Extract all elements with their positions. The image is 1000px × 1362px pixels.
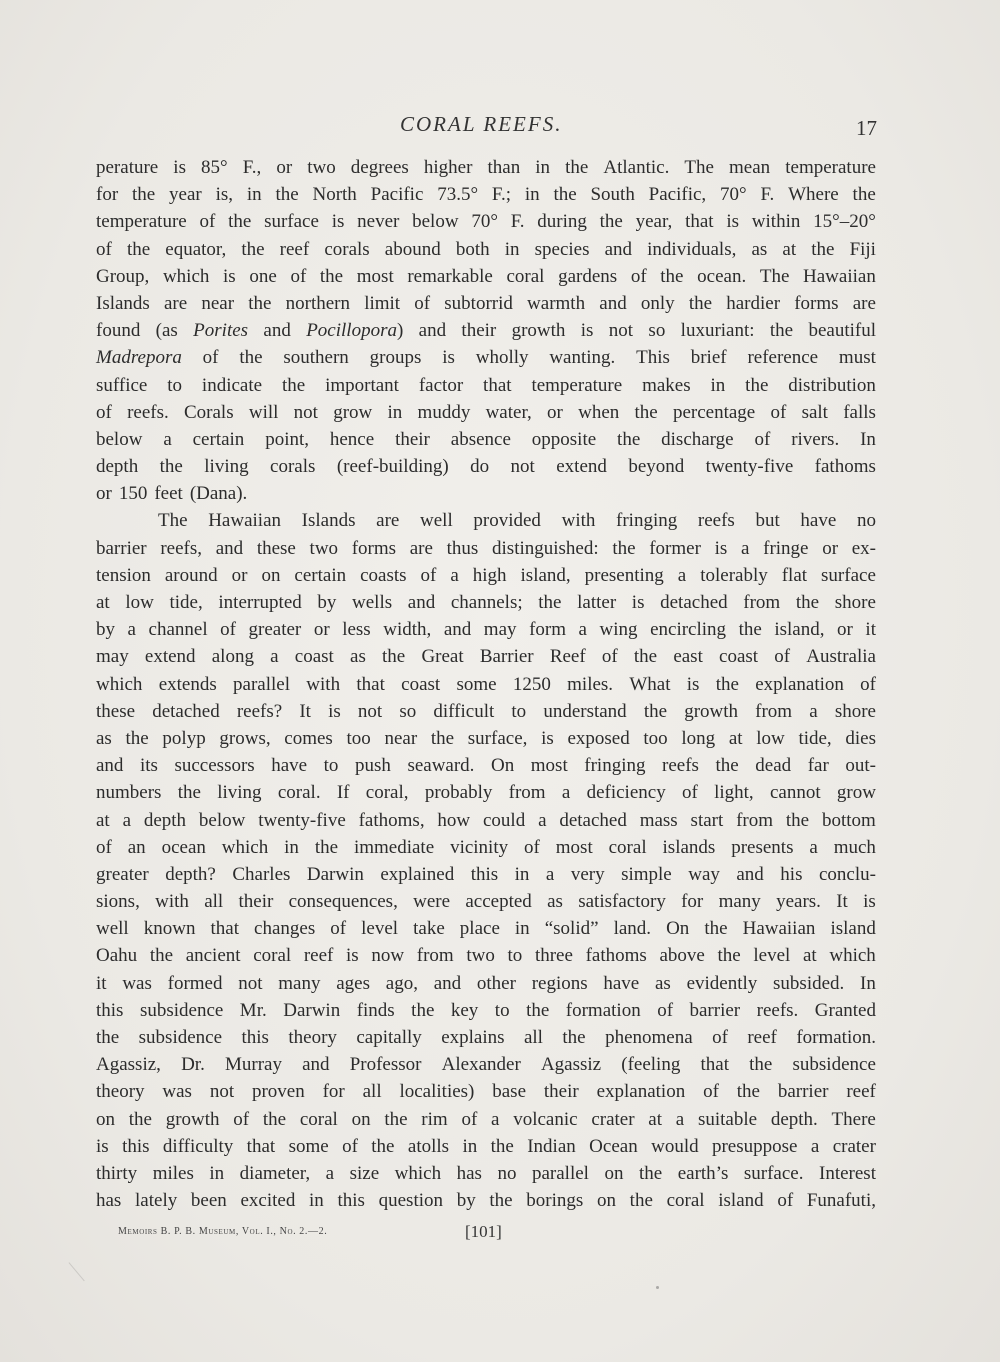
- text-line: as the polyp grows, comes too near the surface, is exposed too long at low tide, dies: [96, 727, 876, 749]
- text-line: these detached reefs? It is not so difficult to understand the growth from a shore: [96, 700, 876, 722]
- running-head: [0, 112, 1000, 142]
- text-line: or 150 feet (Dana).: [96, 483, 248, 505]
- signature-mark: [101]: [465, 1222, 502, 1241]
- text-line: tension around or on certain coasts of a high island, presenting a tolerably flat surface: [96, 564, 876, 586]
- text-line: this subsidence Mr. Darwin finds the key to the formation of barrier reefs. Granted: [96, 999, 876, 1021]
- text-line: has lately been excited in this question by the borings on the coral island of Funafuti,: [96, 1190, 876, 1212]
- text-line: at low tide, interrupted by wells and channels; the latter is detached from the shore: [96, 592, 876, 613]
- text-line: The Hawaiian Islands are well provided with fringing reefs but have no: [158, 510, 876, 532]
- paper-smudge: [69, 1251, 99, 1282]
- text-line: sions, with all their consequences, were accepted as satisfactory for many years. It is: [96, 891, 876, 913]
- text-line: on the growth of the coral on the rim of a volcanic crater at a suitable depth. There: [96, 1108, 876, 1130]
- text-line: of reefs. Corals will not grow in muddy water, or when the percentage of salt falls: [96, 401, 876, 423]
- text-line: theory was not proven for all localities) base their explanation of the barrier reef: [96, 1081, 876, 1103]
- text-line: which extends parallel with that coast some 1250 miles. What is the explanation of: [96, 673, 876, 695]
- text-line: perature is 85° F., or two degrees higher than in the Atlantic. The mean temperature: [96, 157, 876, 178]
- text-line: Oahu the ancient coral reef is now from two to three fathoms above the level at which: [96, 945, 876, 967]
- text-line: Group, which is one of the most remarkable coral gardens of the ocean. The Hawaiian: [96, 265, 876, 287]
- text-line: it was formed not many ages ago, and other regions have as evidently subsided. In: [96, 972, 876, 994]
- footnote: Memoirs B. P. B. Museum, Vol. I., No. 2.—2.: [118, 1226, 328, 1237]
- text-line: may extend along a coast as the Great Barrier Reef of the east coast of Australia: [96, 646, 876, 668]
- text-line: the subsidence this theory capitally explains all the phenomena of reef formation.: [96, 1027, 876, 1048]
- text-line: thirty miles in diameter, a size which has no parallel on the earth’s surface. Interest: [96, 1162, 876, 1184]
- text-line: at a depth below twenty-five fathoms, how could a detached mass start from the bottom: [96, 809, 876, 831]
- text-line: by a channel of greater or less width, and may form a wing encircling the island, or it: [96, 619, 876, 641]
- page-number: 17: [856, 116, 877, 140]
- text-line: numbers the living coral. If coral, probably from a deficiency of light, cannot grow: [96, 782, 876, 804]
- text-line: of the equator, the reef corals abound both in species and individuals, as at the Fiji: [96, 238, 876, 260]
- text-line: greater depth? Charles Darwin explained this in a very simple way and his conclu-: [96, 863, 876, 885]
- text-line: and its successors have to push seaward. On most fringing reefs the dead far out-: [96, 755, 876, 777]
- text-line: Islands are near the northern limit of subtorrid warmth and only the hardier forms are: [96, 292, 876, 314]
- body-text: [96, 154, 876, 1214]
- text-line: below a certain point, hence their absence opposite the discharge of rivers. In: [96, 428, 876, 450]
- text-line: barrier reefs, and these two forms are thus distinguished: the former is a fringe or ex-: [96, 537, 876, 559]
- text-line: Agassiz, Dr. Murray and Professor Alexander Agassiz (feeling that the subsidence: [96, 1054, 876, 1076]
- text-line: found (as Porites and Pocillopora) and their growth is not so luxuriant: the beautiful: [96, 320, 876, 342]
- text-line: of an ocean which in the immediate vicinity of most coral islands presents a much: [96, 836, 876, 858]
- text-line: well known that changes of level take place in “solid” land. On the Hawaiian island: [96, 918, 876, 940]
- text-line: depth the living corals (reef-building) do not extend beyond twenty-five fathoms: [96, 456, 876, 478]
- text-line: temperature of the surface is never below 70° F. during the year, that is within 15°–20°: [96, 211, 876, 233]
- text-line: for the year is, in the North Pacific 73.5° F.; in the South Pacific, 70° F. Where the: [96, 184, 876, 206]
- running-title: CORAL REEFS.: [400, 112, 563, 136]
- text-line: suffice to indicate the important factor that temperature makes in the distribution: [96, 374, 876, 396]
- text-line: is this difficulty that some of the atolls in the Indian Ocean would presuppose a crater: [96, 1135, 876, 1157]
- paper-speck: [656, 1286, 659, 1289]
- page-footer: [0, 1222, 1000, 1246]
- text-line: Madrepora of the southern groups is wholly wanting. This brief reference must: [96, 347, 876, 369]
